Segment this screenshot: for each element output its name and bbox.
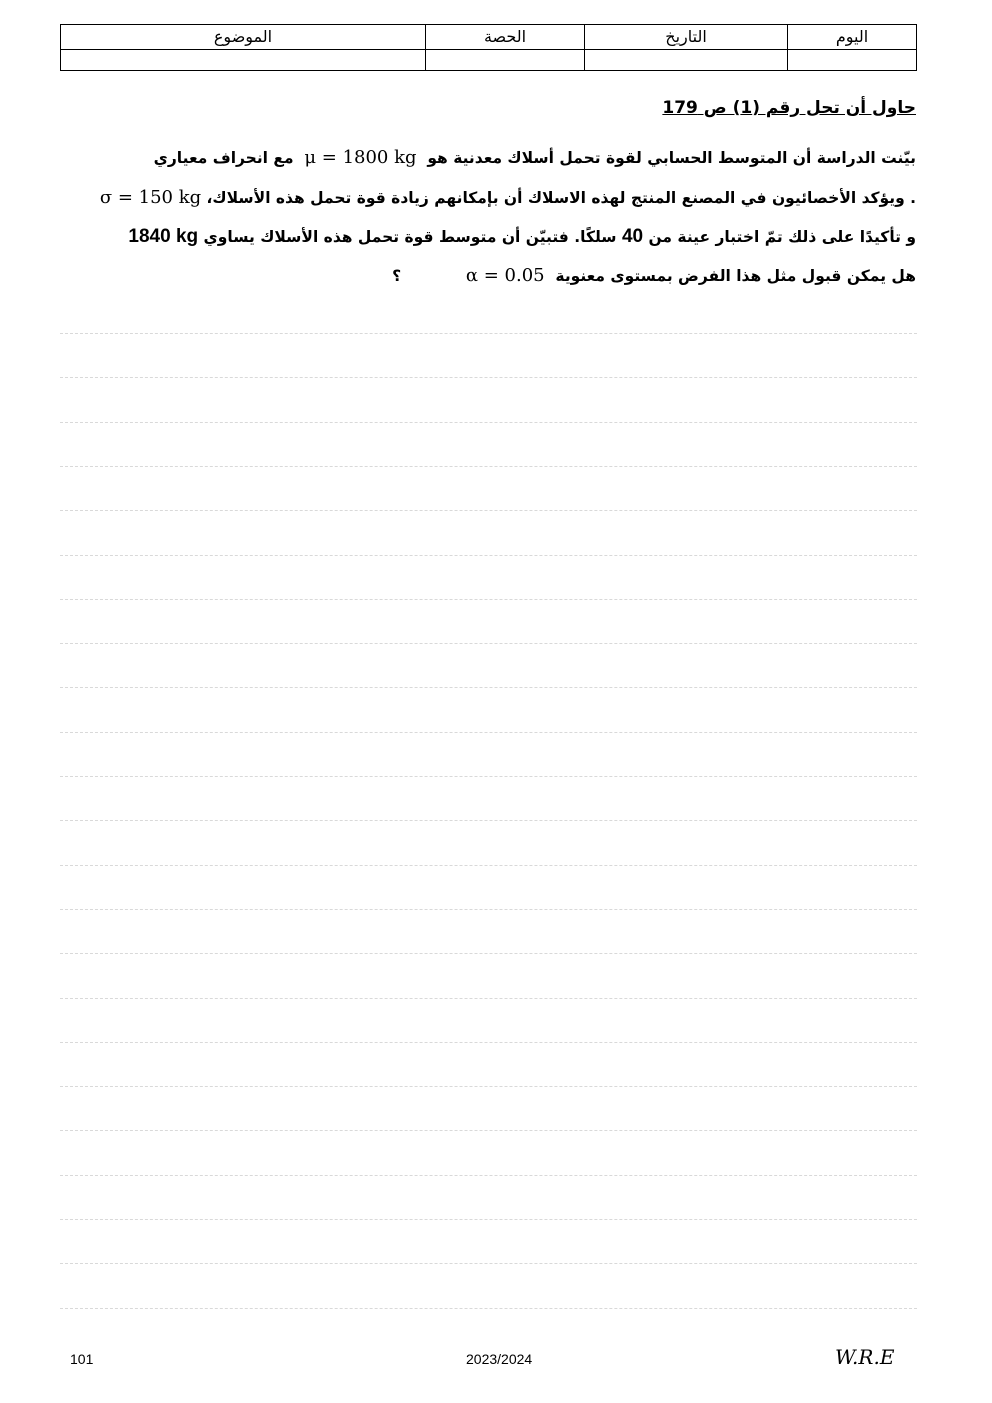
page-number: 101: [70, 1351, 94, 1367]
answer-line: [60, 820, 917, 821]
std-expression: σ = 150 kg: [99, 187, 202, 208]
answer-line: [60, 909, 917, 910]
answer-line: [60, 1263, 917, 1264]
answer-line: [60, 1219, 917, 1220]
answer-line: [60, 1086, 917, 1087]
header-date: التاريخ: [585, 25, 788, 50]
problem-line-3-a: و تأكيدًا على ذلك تمّ اختبار عينة من: [648, 228, 916, 246]
answer-line: [60, 1308, 917, 1309]
header-day-value: [788, 50, 917, 71]
answer-line: [60, 333, 917, 334]
exercise-title: حاول أن تحل رقم (1) ص 179: [662, 98, 916, 118]
problem-line-3-b: سلكًا. فتبيّن أن متوسط قوة تحمل هذه الأسلاك يساوي: [203, 228, 617, 246]
problem-line-1: [154, 147, 916, 168]
problem-line-3: [128, 226, 916, 248]
header-table: [60, 24, 917, 71]
problem-line-2-text: . ويؤكد الأخصائيون في المصنع المنتج لهذه الاسلاك أن بإمكانهم زيادة قوة تحمل هذه الأسلاك،: [206, 189, 916, 207]
answer-line: [60, 599, 917, 600]
header-session-value: [426, 50, 585, 71]
answer-line: [60, 998, 917, 999]
header-date-value: [585, 50, 788, 71]
alpha-expression: α = 0.05: [465, 265, 545, 286]
problem-line-1-tail: مع انحراف معياري: [153, 149, 294, 167]
answer-line: [60, 776, 917, 777]
answer-line: [60, 377, 917, 378]
author-signature: W.R.E: [835, 1345, 895, 1369]
header-session: الحصة: [426, 25, 585, 50]
answer-line: [60, 1042, 917, 1043]
answer-line: [60, 1130, 917, 1131]
answer-line: [60, 865, 917, 866]
problem-line-2: [100, 187, 916, 208]
question-mark: ؟: [392, 267, 402, 285]
mean-expression: μ = 1800 kg: [304, 147, 417, 168]
answer-line: [60, 953, 917, 954]
header-day: اليوم: [788, 25, 917, 50]
problem-line-4: [392, 265, 916, 286]
answer-line: [60, 1175, 917, 1176]
header-subject: الموضوع: [61, 25, 426, 50]
answer-line: [60, 510, 917, 511]
header-subject-value: [61, 50, 426, 71]
answer-line: [60, 555, 917, 556]
school-year: 2023/2024: [466, 1351, 533, 1367]
problem-line-4-text: هل يمكن قبول مثل هذا الفرض بمستوى معنوية: [555, 267, 916, 285]
answer-line: [60, 466, 917, 467]
problem-line-1-text: بيّنت الدراسة أن المتوسط الحسابي لقوة تحمل أسلاك معدنية هو: [427, 149, 916, 167]
sample-mean: 1840 kg: [128, 226, 199, 247]
answer-line: [60, 687, 917, 688]
answer-line: [60, 643, 917, 644]
answer-line: [60, 732, 917, 733]
sample-size: 40: [621, 226, 644, 247]
answer-line: [60, 422, 917, 423]
